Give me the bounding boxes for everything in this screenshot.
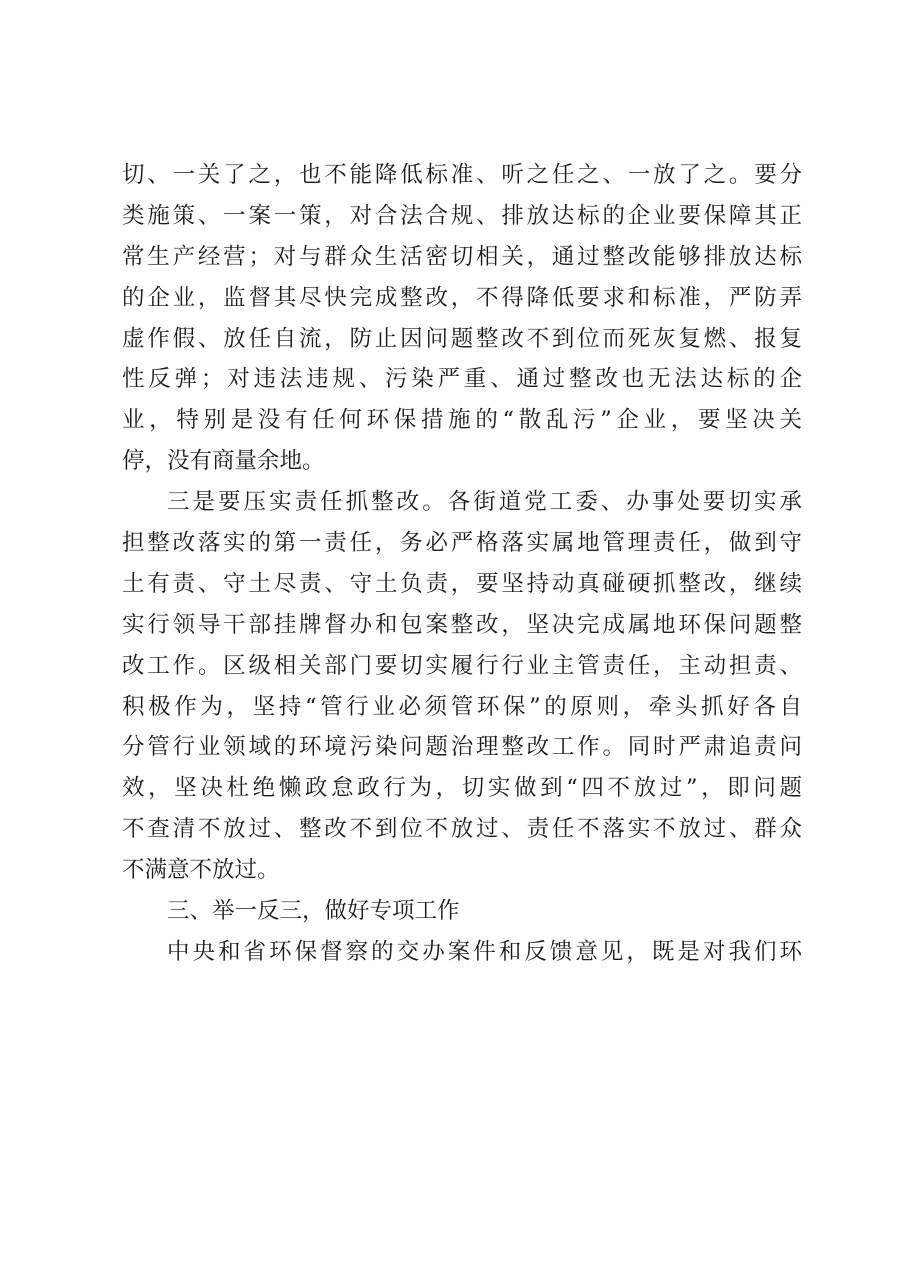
text-line: 实行领导干部挂牌督办和包案整改，坚决完成属地环保问题整 <box>122 611 802 638</box>
text-line: 停，没有商量余地。 <box>122 448 325 475</box>
document-body <box>122 155 802 973</box>
text-line: 性反弹；对违法违规、污染严重、通过整改也无法达标的企 <box>122 366 802 393</box>
text-line: 不满意不放过。 <box>122 857 280 884</box>
text-line: 虚作假、放任自流，防止因问题整改不到位而死灰复燃、报复 <box>122 325 802 352</box>
text-line: 不查清不放过、整改不到位不放过、责任不落实不放过、群众 <box>122 816 802 843</box>
text-line: 担整改落实的第一责任，务必严格落实属地管理责任，做到守 <box>122 530 802 557</box>
text-line: 土有责、守土尽责、守土负责，要坚持动真碰硬抓整改，继续 <box>122 570 802 597</box>
text-line: 类施策、一案一策，对合法合规、排放达标的企业要保障其正 <box>122 202 802 229</box>
text-line: 切、一关了之，也不能降低标准、听之任之、一放了之。要分 <box>122 162 802 188</box>
paragraph-2 <box>122 482 802 891</box>
paragraph-1 <box>122 155 802 482</box>
text-line: 中央和省环保督察的交办案件和反馈意见，既是对我们环 <box>167 938 802 965</box>
text-line: 效，坚决杜绝懒政怠政行为，切实做到“四不放过”，即问题 <box>122 775 802 802</box>
text-line: 的企业，监督其尽快完成整改，不得降低要求和标准，严防弄 <box>122 284 802 311</box>
section-heading <box>122 891 802 932</box>
text-line: 分管行业领域的环境污染问题治理整改工作。同时严肃追责问 <box>122 734 802 761</box>
text-line: 业，特别是没有任何环保措施的“散乱污”企业，要坚决关 <box>122 407 802 434</box>
heading-text: 三、举一反三，做好专项工作 <box>167 898 460 925</box>
text-line: 改工作。区级相关部门要切实履行行业主管责任，主动担责、 <box>122 652 802 679</box>
text-line: 常生产经营；对与群众生活密切相关，通过整改能够排放达标 <box>122 243 802 270</box>
paragraph-3 <box>122 932 802 973</box>
text-line: 积极作为，坚持“管行业必须管环保”的原则，牵头抓好各自 <box>122 693 802 720</box>
text-line: 三是要压实责任抓整改。各街道党工委、办事处要切实承 <box>167 489 802 516</box>
